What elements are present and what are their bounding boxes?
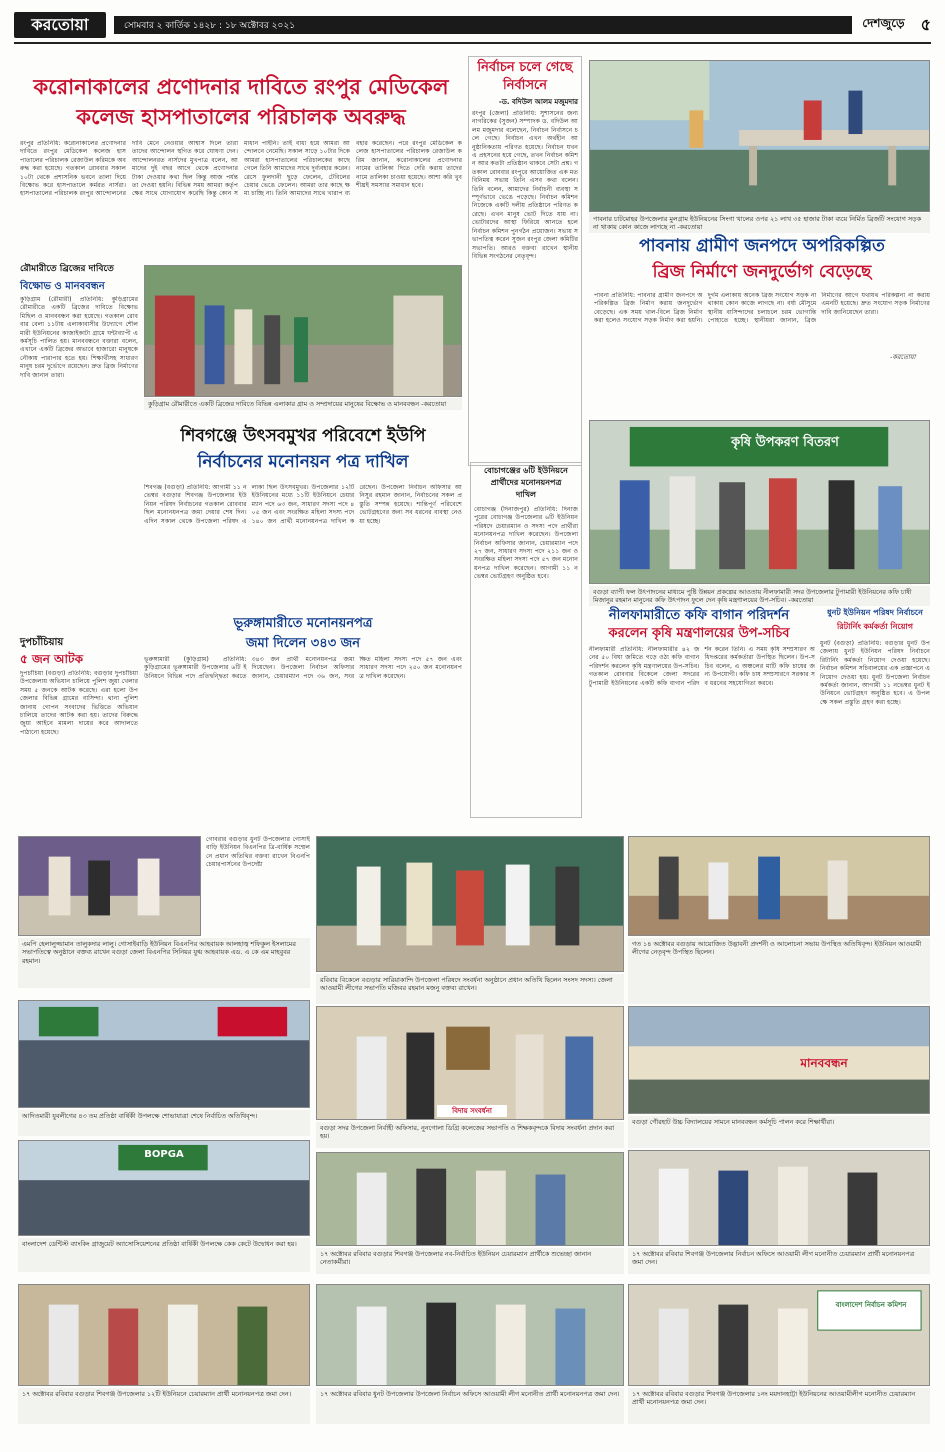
- grid-photo-7-banner: BOPGA: [144, 1149, 184, 1160]
- lead-story-body: রংপুর প্রতিনিধি: করোনাকালের প্রণোদনার দাবিতে রংপুর মেডিকেল কলেজ হাসপাতালের পরিচালক রেজাউল করিমকে অবরুদ্ধ করা হয়েছে। গতকাল রোববার সকাল ১০টা থেকে প্রশাসনিক ভবনে তালা দিয়ে বিক্ষোভ করে হাসপাতালে কর্মরত নার্সরা। হাসপাতালের পরিচালক রংপুর আন্দোলনের দাবি মেনে নেওয়ার আশ্বাস দিলে তারা তাদের আন্দোলন স্থগিত করে ঘোষণা দেন। আন্দোলনরত নার্সদের মুখপাত্র বলেন, আমাদের দুই বছর আগে থেকে প্রণোদনার টাকা দেওয়ার কথা ছিল কিন্তু আজ পর্যন্ত তা দেওয়া হয়নি। বিভিন্ন সময় আমরা কর্তৃপক্ষের সাথে যোগাযোগ করেছি কিন্তু কোন সমাধান পাইনি। তাই বাধ্য হয়ে আমরা আন্দোলনে নেমেছি। সকাল সাড়ে ১০টার দিকে আমরা হাসপাতালের পরিচালকের কাছে গেলে তিনি আমাদের সাথে দুর্ব্যবহার করেন। রেসে ফুলদানী ছুড়ে ফেলেন, টেবিলের চেয়ার ভেঙে ফেলেন। আমরা তার কাছে ক্ষমা চাচ্ছি না। তিনি আমাদের সাথে খারাপ ব্যবহার করেছেন। পরে রংপুর মেডিকেল কলেজ হাসপাতালের পরিচালক রেজাউল করিম জানান, করোনাকালের প্রণোদনার নামের তালিকা দিতে দেরি করায় তাদের নামে তালিকা চাওয়া হয়েছে। আশা করি খুব শীঘ্রই সমস্যার সমাধান হবে।: [20, 140, 462, 198]
- grid-photo-6: [628, 1006, 930, 1114]
- bridge-body: পাবনা প্রতিনিধি: পাবনার গ্রামীণ জনপদে অপরিকল্পিত ব্রিজ নির্মাণ করায় জনদুর্ভোগ বেড়েছে। এক সময় খাল-বিলে ব্রিজ নির্মাণ করা হলেও সংযোগ সড়ক নির্মাণ করা হয়নি। দুর্গম এলাকায় অনেক ব্রিজ সংযোগ সড়ক না থাকায় কোন কাজে লাগছে না। বর্ষা মৌসুমে স্থানীয় বাসিন্দাদের চলাচলে চরম ভোগান্তি পোহাতে হচ্ছে। স্থানীয়রা জানান, ব্রিজ নির্মাণের আগে যথাযথ পরিকল্পনা না করায় এমনটি হয়েছে। দ্রুত সংযোগ সড়ক নির্মাণের দাবি জানিয়েছেন তারা।: [594, 292, 930, 325]
- photo-roumari-protest: [144, 265, 462, 397]
- photo-coffee-event: [589, 420, 930, 584]
- photo-bridge-caption: [589, 213, 930, 233]
- photo-roumari-caption-text: কুড়িগ্রাম রৌমারীতে একটি ব্রিজের দাবিতে বিভিন্ন এলাকার গ্রাম ও সম্প্রদায়ের মানুষের বিক্ষোভ ও মানববন্ধন: [148, 400, 420, 408]
- grid-photo-2-caption: রবিবার বিকেলে বগুড়ার সারিয়াকান্দি উপজেলা পরিষদে সংবর্ধনা অনুষ্ঠানে প্রধান অতিথি ছিলেন সংসদ সদস্য। জেলা আওয়ামী লীগের সভাপতি মজিবর রহমান মজনু বক্তব্য রাখেন।: [316, 974, 624, 1004]
- photo-roumari-caption: [144, 398, 462, 410]
- photo-roumari-credit: -করতোয়া: [421, 400, 447, 408]
- grid-photo-9: [628, 1150, 930, 1246]
- grid-photo-10: [18, 1284, 310, 1386]
- bochaganj-headline-line3: দাখিল: [515, 490, 537, 499]
- grid-photo-11: [316, 1284, 624, 1386]
- grid-photo-4-caption: আদিতমারী যুবলীগের ৪৩ তম প্রতিষ্ঠা বার্ষিকী উপলক্ষে শোভাযাত্রা শেষে নির্বাচিত অতিথিবৃন্দ।: [18, 1110, 310, 1136]
- election-headline-line1: নির্বাচন চলে গেছে: [477, 60, 573, 75]
- bhurungamari-headline-line1: ভূরুঙ্গামারীতে মনোনয়নপত্র: [233, 616, 373, 631]
- grid-photo-2: [316, 836, 624, 972]
- roumari-headline-line2: বিক্ষোভ ও মানববন্ধন: [20, 281, 105, 292]
- roumari-headline-line1: রৌমারীতে ব্রিজের দাবিতে: [20, 264, 114, 274]
- shibganj-headline-line1: শিবগঞ্জে উৎসবমুখর পরিবেশে ইউপি: [180, 426, 426, 446]
- shibganj-body: শিবগঞ্জ (বগুড়া) প্রতিনিধি: আগামী ১১ নভেম্বর বগুড়ার শিবগঞ্জ উপজেলার ইউনিয়ন পরিষদ নির্বাচনের গতকাল রোববার ছিল মনোনয়নপত্র জমা দেয়ার শেষ দিন। এদিন সকাল থেকে উপজেলা পরিষদ এলাকা ছিল উৎসবমুখর। উপজেলার ১২টি ইউনিয়নের মধ্যে ১১টি ইউনিয়নে চেয়ারম্যান পদে ৬৩ জন, সাধারণ সদস্য পদে ৪০৫ জন এবং সংরক্ষিত মহিলা সদস্য পদে ১৪০ জন প্রার্থী মনোনয়নপত্র দাখিল করেছেন। উপজেলা নির্বাচন অফিসার আনিসুর রহমান জানান, নির্বাচনের সকল প্রস্তুতি সম্পন্ন হয়েছে। শান্তিপূর্ণ পরিবেশে ভোটগ্রহণের জন্য সব ধরনের ব্যবস্থা নেওয়া হচ্ছে।: [144, 484, 462, 525]
- shibganj-headline-line2: নির্বাচনের মনোনয়ন পত্র দাখিল: [197, 452, 409, 472]
- grid-photo-12: [628, 1284, 930, 1386]
- roumari-body: কুড়িগ্রাম (রৌমারী) প্রতিনিধি: কুড়িগ্রামের রৌমারীতে একটি ব্রিজের দাবিতে বিক্ষোভ মিছিল ও মানববন্ধন করা হয়েছে। গতকাল রোববার বেলা ১১টায় এলাকাবাসীর উদ্যোগে শৌলমারী ইউনিয়নের কাজাইকাটা গ্রামে ঘন্টাব্যাপী এ কর্মসূচি পালিত হয়। মানববন্ধনে বক্তারা বলেন, এখানে একটি ব্রিজের অভাবে হাজারো মানুষকে নৌকায় পারাপার হতে হয়। শিক্ষার্থীসহ সাধারণ মানুষ চরম দুর্ভোগে রয়েছেন। দ্রুত ব্রিজ নির্মাণের দাবি জানান তারা।: [20, 296, 138, 379]
- newspaper-logo: করতোয়া: [14, 12, 106, 38]
- bridge-photo-image: [590, 61, 929, 211]
- dhunat-body: ধুনট (বগুড়া) প্রতিনিধি: বগুড়ার ধুনট উপজেলায় ধুনট ইউনিয়ন পরিষদ নির্বাচনে রিটার্নিং কর্মকর্তা নিয়োগ দেওয়া হয়েছে। নির্বাচন কমিশন সচিবালয়ের এক প্রজ্ঞাপনে এ নিয়োগ দেওয়া হয়। ধুনট উপজেলা নির্বাচন কর্মকর্তা জানান, আগামী ১১ নভেম্বর ধুনট ইউনিয়নে ভোটগ্রহণ অনুষ্ঠিত হবে। এ উপলক্ষে সকল প্রস্তুতি গ্রহণ করা হচ্ছে।: [820, 640, 930, 706]
- header-rule: [14, 42, 931, 44]
- bridge-credit: -করতোয়া: [890, 353, 916, 361]
- grid-photo-6-caption: বগুড়া গৌরহাট উচ্চ বিদ্যালয়ের সামনে মানববন্ধন কর্মসূচি পালন করে শিক্ষার্থীরা।: [628, 1116, 930, 1148]
- grid-photo-12-caption: ১৭ অক্টোবর রবিবার বগুড়ার শিবগঞ্জ উপজেলার ১নং ময়দানহাট্টা ইউনিয়নের আওয়ামীলীগ মনোনীত চেয়ারম্যান প্রার্থী মনোনয়নপত্র জমা দেন।: [628, 1388, 930, 1424]
- bochaganj-headline-line1: বোচাগঞ্জের ৬টি ইউনিয়নে: [484, 466, 568, 475]
- photo-bridge-caption-text: পাবনার চাটমোহর উপজেলার মুলগ্রাম ইউনিয়নের সিংগা খালের ওপর ২১ লাখ ৩৫ হাজার টাকা ব্যয়ে নির্মিত ব্রিজটি সংযোগ সড়ক না থাকায় কোন কাজে লাগছে না: [593, 215, 922, 232]
- grid-photo-7-caption: বাংলাদেশ ডেন্টিস্ট ব্যাংকিং গ্রাজুয়েট অ্যাসোসিয়েশনের প্রতিষ্ঠা বার্ষিকী উপলক্ষে কেক কেটে উদ্বোধন করা হয়।: [18, 1238, 310, 1272]
- grid-photo-8-caption: ১৭ অক্টোবর রবিবার বগুড়ার শিবগঞ্জ উপজেলার নব-নির্বাচিত ইউনিয়ন চেয়ারম্যান প্রার্থীকে শুভেচ্ছা জানান নেতাকর্মীরা।: [316, 1248, 624, 1274]
- grid-photo-4: [18, 1000, 310, 1108]
- coffee-banner-text: কৃষি উপকরণ বিতরণ: [731, 435, 839, 450]
- election-body: রংপুর (জেলা) প্রতিনিধি: সুশাসনের জন্য নাগরিকের (সুজন) সম্পাদক ড. বদিউল আলম মজুমদার বলেছেন, নির্বাচন নির্বাসনে চলে গেছে। নির্বাচন এখন অর্থহীন আনুষ্ঠানিকতায় পরিণত হয়েছে। নির্বাচন যখন এ প্রহসনের হয়ে গেছে, তখন নির্বাচন কমিশন আর কতটা প্রতিষ্ঠান থাকবে সেটা প্রশ্ন। গতকাল রোববার রংপুরে আয়োজিত এক মতবিনিময় সভায় তিনি এসব কথা বলেন। তিনি বলেন, আমাদের নির্বাচনী ব্যবস্থা সম্পূর্ণভাবে ভেঙে পড়েছে। নির্বাচন কমিশন নিজেকে একটি দলীয় প্রতিষ্ঠানে পরিণত করেছে। এখন মানুষ ভোট দিতে যায় না। ভোটারদের আস্থা ফিরিয়ে আনতে হলে নির্বাচন কমিশন পুনর্গঠন প্রয়োজন। সভায় সভাপতিত্ব করেন সুজন রংপুর জেলা কমিটির সভাপতি। আরও বক্তব্য রাখেন স্থানীয় বিভিন্ন সংগঠনের নেতৃবৃন্দ।: [472, 110, 578, 260]
- grid-photo-1-side-text: গোবরার বগুড়ার ধুনট উপজেলার গোসাইবাড়ি ইউনিয়ন বিএনপির ত্রি-বার্ষিক সম্মেলনে প্রধান অতিথির বক্তব্য রাখেন বিএনপি চেয়ারপার্সনের উপদেষ্টা: [206, 836, 310, 869]
- grid-photo-3: [628, 836, 930, 936]
- header-date-bar: সোমবার ২ কার্তিক ১৪২৮ : ১৮ অক্টোবর ২০২১: [114, 16, 852, 34]
- dupchanchia-body: দুপচাঁচিয়া (বগুড়া) প্রতিনিধি: বগুড়ার দুপচাঁচিয়া উপজেলায় অভিযান চালিয়ে পুলিশ জুয়া খেলার সময় ৫ জনকে আটক করেছে। এরা হলো উপজেলার বিভিন্ন গ্রামের বাসিন্দা। থানা পুলিশ জানায় গোপন সংবাদের ভিত্তিতে অভিযান চালিয়ে তাদের আটক করা হয়। তাদের বিরুদ্ধে জুয়া আইনে মামলা দায়ের করে আদালতে পাঠানো হয়েছে।: [20, 670, 138, 736]
- protest-photo-image: [145, 266, 461, 396]
- grid-photo-8: [316, 1152, 624, 1246]
- bridge-headline-line2: ব্রিজ নির্মাণে জনদুর্ভোগ বেড়েছে: [652, 262, 872, 282]
- coffee-body: নীলফামারী প্রতিনিধি: নীলফামারীর ৪২ জনের ৫০ বিঘা জমিতে গড়ে ওঠা কফি বাগান পরিদর্শন করলেন কৃষি মন্ত্রণালয়ের উপ-সচিব। গতকাল রোববার বিকেলে জেলা সদরের টুপামারী ইউনিয়নের একটি কফি বাগান পরিদর্শন করেন তিনি। এ সময় কৃষি সম্প্রসারণ অধিদপ্তরের কর্মকর্তারা উপস্থিত ছিলেন। উপ-সচিব বলেন, এ অঞ্চলের মাটি কফি চাষের জন্য উপযোগী। কফি চাষ সম্প্রসারণে সরকার সব ধরনের সহযোগিতা করবে।: [589, 646, 815, 687]
- dhunat-headline-line2: রিটার্নিং কর্মকর্তা নিয়োগ: [837, 622, 913, 631]
- dupchanchia-headline-line2: ৫ জন আটক: [20, 652, 83, 666]
- coffee-headline-line2: করলেন কৃষি মন্ত্রণালয়ের উপ-সচিব: [608, 626, 790, 641]
- grid-photo-10-caption: ১৭ অক্টোবর রবিবার বগুড়ার শিবগঞ্জ উপজেলার ১২টি ইউনিয়নে চেয়ারম্যান প্রার্থী মনোনয়নপত্র জমা দেন।: [18, 1388, 310, 1424]
- grid-photo-9-caption: ১৭ অক্টোবর রবিবার শিবগঞ্জ উপজেলার নির্বাচন অফিসে আওয়ামী লীগ মনোনীত চেয়ারম্যান প্রার্থী মনোনয়নপত্র জমা দেন।: [628, 1248, 930, 1274]
- grid-photo-11-caption: ১৭ অক্টোবর রবিবার ধুনট উপজেলার উপজেলা নির্বাচন অফিসে আওয়ামী লীগ মনোনীত প্রার্থী মনোনয়নপত্র জমা দেন।: [316, 1388, 624, 1424]
- coffee-headline-line1: নীলফামারীতে কফি বাগান পরিদর্শন: [608, 608, 790, 623]
- lead-headline-line1: করোনাকালের প্রণোদনার দাবিতে রংপুর মেডিকেল: [33, 74, 449, 99]
- photo-coffee-caption: বগুড়া ব্যাপী ফল উৎপাদনের মাধ্যমে পুষ্টি উন্নয়ন প্রকল্পের আওতায় নীলফামারী সদর উপজেলার টুপামারী ইউনিয়নের কফি চাষী মিজানুর রহমান মানুনের কফি উৎপাদন ফুলে দেন কৃষি মন্ত্রণালয়ের উপ-সচিব। -করতোয়া: [589, 586, 930, 606]
- dupchanchia-headline-line1: দুপচাঁচিয়ায়: [20, 637, 64, 648]
- bochaganj-body: বোচাগঞ্জ (দিনাজপুর) প্রতিনিধি: দিনাজপুরের বোচাগঞ্জ উপজেলার ৬টি ইউনিয়ন পরিষদে চেয়ারম্যান ও সদস্য পদে প্রার্থীরা মনোনয়নপত্র দাখিল করেছেন। উপজেলা নির্বাচন অফিসার জানান, চেয়ারম্যান পদে ২৭ জন, সাধারণ সদস্য পদে ২১১ জন ও সংরক্ষিত মহিলা সদস্য পদে ৫৭ জন মনোনয়নপত্র দাখিল করেছেন। আগামী ১১ নভেম্বর ভোটগ্রহণ অনুষ্ঠিত হবে।: [474, 506, 578, 581]
- section-name: দেশজুড়ে: [862, 16, 905, 30]
- grid-photo-7: [18, 1140, 310, 1236]
- election-byline: -ড. বদিউল আলম মজুমদার: [498, 98, 578, 106]
- grid-photo-5: [316, 1006, 624, 1120]
- page-header: [14, 12, 931, 38]
- grid-photo-1: [18, 836, 201, 936]
- bhurungamari-body: ভূরুঙ্গামারী (কুড়িগ্রাম) প্রতিনিধি: কুড়িগ্রামের ভূরুঙ্গামারী উপজেলার ৬টি ইউনিয়নে বিভিন্ন পদে প্রতিদ্বন্দ্বিতা করতে ৩৪৩ জন প্রার্থী মনোনয়নপত্র জমা দিয়েছেন। উপজেলা নির্বাচন অফিসার জানান, চেয়ারম্যান পদে ৩৬ জন, সংরক্ষিত মহিলা সদস্য পদে ৫৭ জন এবং সাধারণ সদস্য পদে ২৫০ জন মনোনয়নপত্র দাখিল করেছেন।: [144, 656, 462, 680]
- grid-photo-3-caption: গত ১৪ অক্টোবর বগুড়ায় আয়োজিত উদ্ভাবনী প্রদর্শনী ও আলোচনা সভায় উপস্থিত অতিথিবৃন্দ। ইউনিয়ন আওয়ামী লীগের নেতৃবৃন্দ উপস্থিত ছিলেন।: [628, 938, 930, 1004]
- page-number: ৫: [920, 14, 931, 34]
- bochaganj-headline-line2: প্রার্থীদের মনোনয়নপত্র: [490, 478, 562, 487]
- election-headline-line2: নির্বাসনে: [502, 78, 548, 93]
- grid-photo-6-banner: মানববন্ধন: [800, 1056, 848, 1070]
- lead-headline-line2: কলেজ হাসপাতালের পরিচালক অবরুদ্ধ: [76, 104, 406, 129]
- bridge-headline-line1: পাবনায় গ্রামীণ জনপদে অপরিকল্পিত: [639, 236, 885, 256]
- grid-photo-5-banner: বিদায় সংবর্ধনা: [437, 1105, 507, 1117]
- photo-bridge-canal: [589, 60, 930, 212]
- grid-photo-1-caption: এমপি হেলালুজ্জামান তালুকদার লালু। গোসাইবাড়ি ইউনিয়ন বিএনপির আহবায়ক আলহাজ্ব শফিকুল ইসলামের সভাপতিত্বে অনুষ্ঠানে বক্তব্য রাখেন বগুড়া জেলা বিএনপির সিনিয়র যুগ্ম আহবায়ক এড. এ কে এম মাহবুবর রহমান।: [18, 938, 310, 988]
- dhunat-headline-line1: ধুনট ইউনিয়ন পরিষদ নির্বাচনে: [827, 608, 923, 617]
- grid-photo-5-caption: বগুড়া সদর উপজেলা নির্বাহী অফিসার, নুনগোলা ডিগ্রি কলেজের সভাপতি ও শিক্ষকবৃন্দকে বিদায় সংবর্ধনা প্রদান করা হয়।: [316, 1122, 624, 1148]
- bhurungamari-headline-line2: জমা দিলেন ৩৪৩ জন: [245, 636, 361, 651]
- grid-photo-12-banner: বাংলাদেশ নির্বাচন কমিশন: [835, 1301, 907, 1309]
- photo-bridge-credit: -করতোয়া: [677, 223, 703, 232]
